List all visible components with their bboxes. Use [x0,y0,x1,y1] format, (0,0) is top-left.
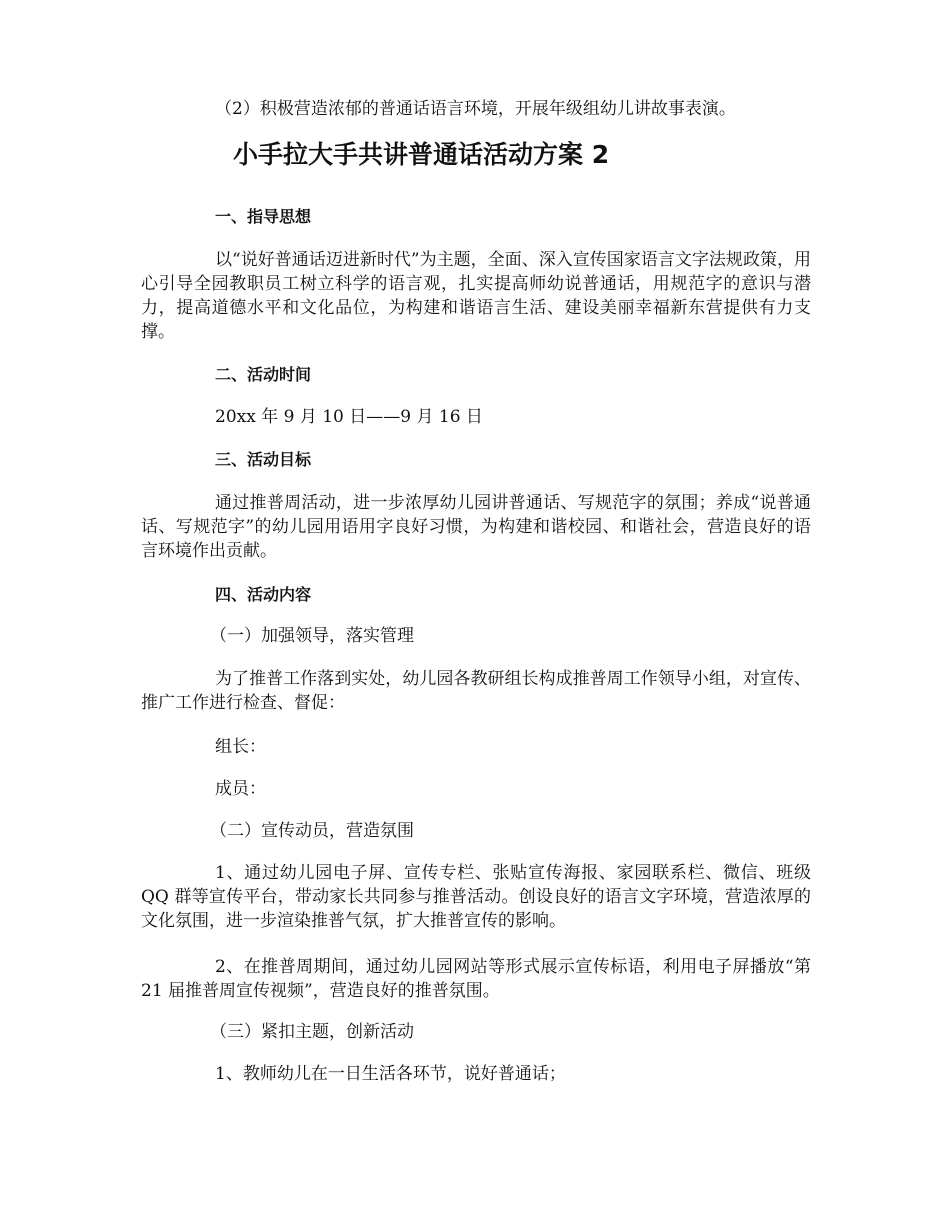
section-3-heading: 三、活动目标 [215,450,312,469]
leader-label: 组长： [215,737,266,757]
section-1-heading: 一、指导思想 [215,207,312,226]
section-3-paragraph: 通过推普周活动，进一步浓厚幼儿园讲普通话、写规范字的氛围；养成“说普通话、写规范字”的幼儿园用语用字良好习惯，为构建和谐校园、和谐社会，营造良好的语言环境作出贡献。 [141,493,811,561]
subsection-3-item-1: 1、教师幼儿在一日生活各环节，说好普通话； [215,1064,566,1084]
subsection-2-paragraph-1: 1、通过幼儿园电子屏、宣传专栏、张贴宣传海报、家园联系栏、微信、班级 QQ 群等宣传平台，带动家长共同参与推普活动。创设良好的语言文字环境，营造浓厚的文化氛围，进一步渲染推普气氛，扩大推普宣传的影响。 [141,863,811,931]
section-2-text: 20xx 年 9 月 10 日——9 月 16 日 [215,407,483,427]
intro-line: （2）积极营造浓郁的普通话语言环境，开展年级组幼儿讲故事表演。 [215,99,736,119]
subsection-1-heading: （一）加强领导，落实管理 [210,626,414,646]
document-title: 小手拉大手共讲普通话活动方案 2 [233,140,610,169]
section-1-paragraph: 以“说好普通话迈进新时代”为主题，全面、深入宣传国家语言文字法规政策，用心引导全园教职员工树立科学的语言观，扎实提高师幼说普通话，用规范字的意识与潜力，提高道德水平和文化品位，为构建和谐语言生活、建设美丽幸福新东营提供有力支撑。 [141,250,811,342]
section-2-heading: 二、活动时间 [215,365,312,384]
section-4-heading: 四、活动内容 [215,585,312,604]
subsection-2-paragraph-2: 2、在推普周期间，通过幼儿园网站等形式展示宣传标语，利用电子屏播放“第 21 届推普周宣传视频”，营造良好的推普氛围。 [141,957,811,1001]
subsection-2-heading: （二）宣传动员，营造氛围 [210,821,414,841]
members-label: 成员： [215,779,266,799]
subsection-3-heading: （三）紧扣主题，创新活动 [210,1022,414,1042]
subsection-1-paragraph: 为了推普工作落到实处，幼儿园各教研组长构成推普周工作领导小组，对宣传、推广工作进行检查、督促： [141,669,811,713]
